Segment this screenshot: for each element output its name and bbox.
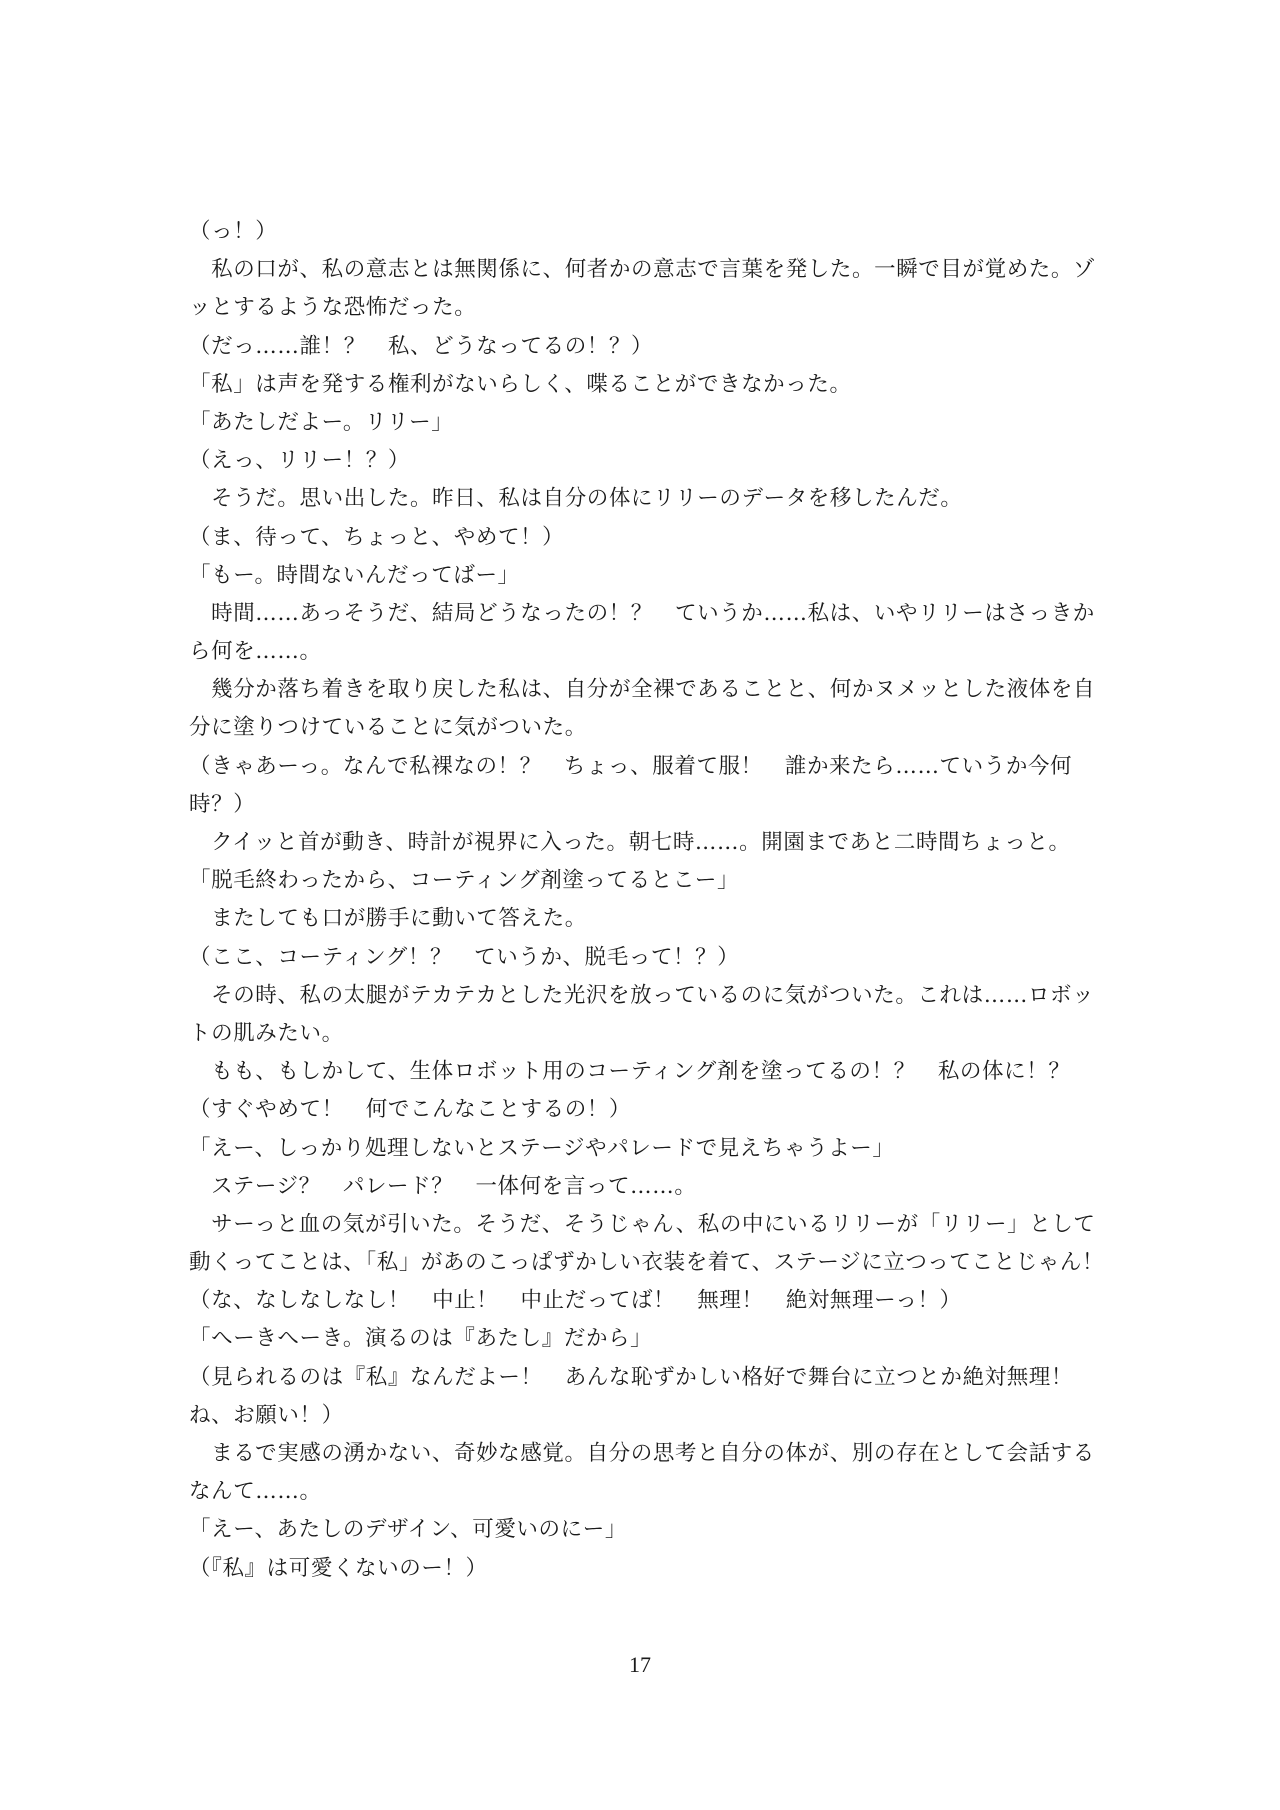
text-line: 時間……あっそうだ、結局どうなったの！？ ていうか……私は、いやリリーはさっきか — [189, 600, 1095, 626]
text-line: 「えー、あたしのデザイン、可愛いのにー」 — [189, 1517, 627, 1543]
text-line: （『私』は可愛くないのー！） — [189, 1555, 488, 1581]
text-line: （見られるのは『私』なんだよー！ あんな恥ずかしい格好で舞台に立つとか絶対無理！ — [189, 1364, 1074, 1390]
text-line: 幾分か落ち着きを取り戻した私は、自分が全裸であることと、何かヌメッとした液体を自 — [189, 677, 1096, 703]
text-line: サーっと血の気が引いた。そうだ、そうじゃん、私の中にいるリリーが「リリー」として — [189, 1211, 1096, 1237]
text-line: （だっ……誰！？ 私、どうなってるの！？） — [189, 333, 654, 359]
text-line: （ここ、コーティング！？ ていうか、脱毛って！？） — [189, 944, 740, 970]
text-line: その時、私の太腿がテカテカとした光沢を放っているのに気がついた。これは……ロボッ — [189, 982, 1095, 1008]
text-line: まるで実感の湧かない、奇妙な感覚。自分の思考と自分の体が、別の存在として会話する — [189, 1441, 1095, 1466]
text-line: ッとするような恐怖だった。 — [189, 295, 477, 321]
text-line: もも、もしかして、生体ロボット用のコーティング剤を塗ってるの！？ 私の体に！？ — [189, 1059, 1071, 1085]
text-line: トの肌みたい。 — [189, 1020, 344, 1046]
text-line: （えっ、リリー！？） — [189, 448, 411, 474]
text-line: ね、お願い！） — [189, 1402, 344, 1428]
text-line: 「脱毛終わったから、コーティング剤塗ってるとこー」 — [189, 868, 740, 894]
text-line: 「へーきへーき。演るのは『あたし』だから」 — [189, 1326, 653, 1352]
text-line: クイッと首が動き、時計が視界に入った。朝七時……。開園まであと二時間ちょっと。 — [189, 830, 1071, 855]
text-line: 「あたしだよー。リリー」 — [189, 409, 454, 435]
text-line: 「もー。時間ないんだってばー」 — [189, 562, 520, 588]
text-line: 「えー、しっかり処理しないとステージやパレードで見えちゃうよー」 — [189, 1135, 895, 1161]
body-text — [189, 213, 1109, 1588]
text-line: ステージ？ パレード？ 一体何を言って……。 — [189, 1173, 697, 1199]
text-line: そうだ。思い出した。昨日、私は自分の体にリリーのデータを移したんだ。 — [189, 486, 963, 512]
text-line: 時？） — [189, 791, 256, 817]
text-line: （っ！） — [189, 219, 278, 244]
text-line: （すぐやめて！ 何でこんなことするの！） — [189, 1097, 632, 1123]
text-line: （ま、待って、ちょっと、やめて！） — [189, 524, 565, 550]
text-line: 私の口が、私の意志とは無関係に、何者かの意志で言葉を発した。一瞬で目が覚めた。ゾ — [189, 257, 1096, 283]
text-line: 「私」は声を発する権利がないらしく、喋ることができなかった。 — [189, 371, 852, 397]
text-line: （きゃあーっ。なんで私裸なの！？ ちょっ、服着て服！ 誰か来たら……ていうか今何 — [189, 753, 1073, 779]
text-line: 動くってことは、「私」があのこっぱずかしい衣装を着て、ステージに立つってことじゃん！ — [189, 1250, 1105, 1276]
page-number: 17 — [629, 1652, 651, 1677]
text-line: ら何を……。 — [189, 639, 322, 665]
text-line: 分に塗りつけていることに気がついた。 — [189, 715, 587, 741]
text-line: またしても口が勝手に動いて答えた。 — [189, 906, 587, 932]
text-line: （な、なしなしなし！ 中止！ 中止だってば！ 無理！ 絶対無理ーっ！） — [189, 1288, 962, 1314]
text-line: なんて……。 — [189, 1479, 322, 1505]
